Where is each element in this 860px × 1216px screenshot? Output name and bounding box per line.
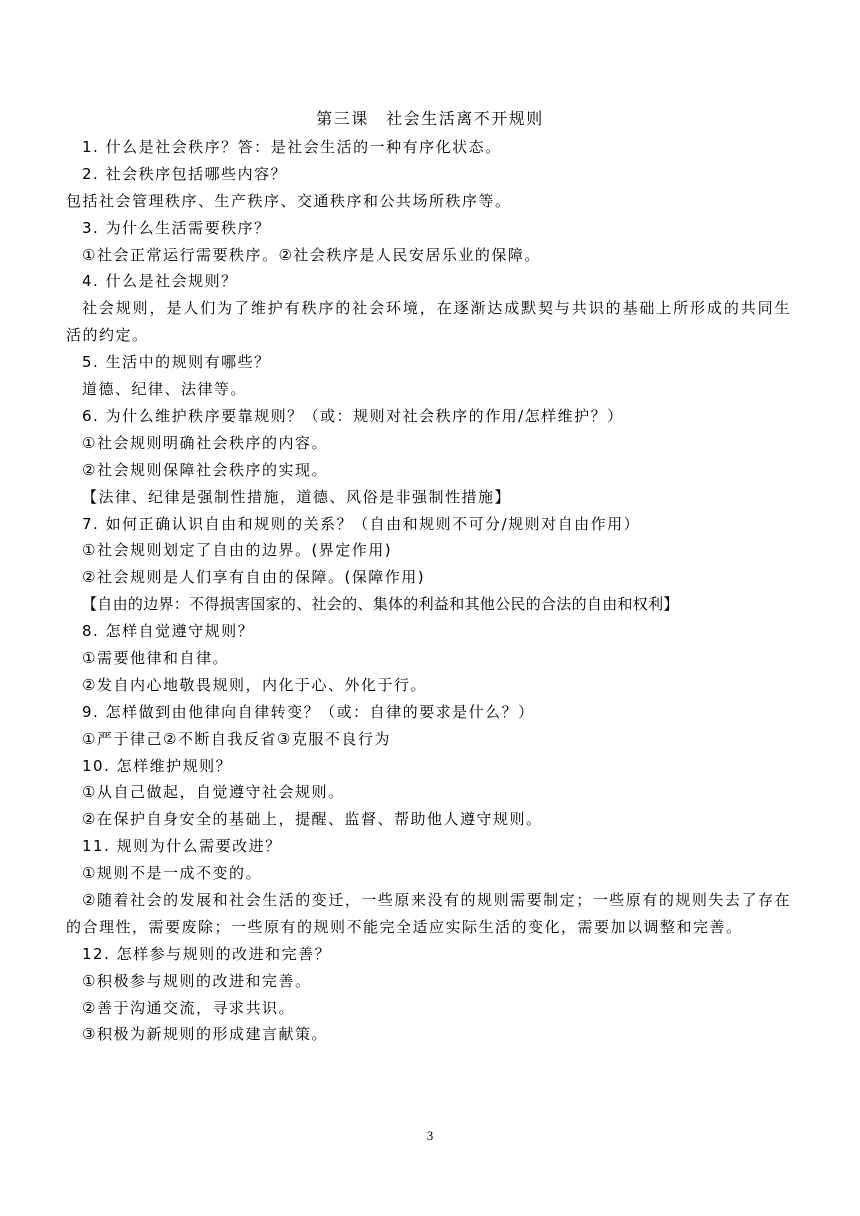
question-6: 6. 为什么维护秩序要靠规则？（或：规则对社会秩序的作用/怎样维护？） [82, 406, 624, 425]
question-12: 12. 怎样参与规则的改进和完善？ [82, 944, 332, 963]
answer-12-point-1: ①积极参与规则的改进和完善。 [82, 971, 312, 990]
document-body [66, 134, 791, 1048]
answer-8-point-2: ②发自内心地敬畏规则，内化于心、外化于行。 [82, 675, 427, 694]
question-4: 4. 什么是社会规则？ [82, 272, 238, 291]
answer-8-point-1: ①需要他律和自律。 [82, 648, 229, 667]
question-1: 1. 什么是社会秩序？答：是社会生活的一种有序化状态。 [82, 138, 502, 156]
note-7: 【自由的边界：不得损害国家的、社会的、集体的利益和其他公民的合法的自由和权利】 [82, 595, 679, 614]
question-3: 3. 为什么生活需要秩序？ [82, 218, 271, 237]
answer-6-point-2: ②社会规则保障社会秩序的实现。 [82, 460, 328, 479]
question-2: 2. 社会秩序包括哪些内容？ [82, 164, 288, 183]
answer-12-point-2: ②善于沟通交流，寻求共识。 [82, 998, 295, 1017]
question-10: 10. 怎样维护规则？ [82, 756, 233, 775]
answer-3: ①社会正常运行需要秩序。②社会秩序是人民安居乐业的保障。 [82, 245, 541, 264]
answer-10-point-1: ①从自己做起，自觉遵守社会规则。 [82, 783, 345, 802]
question-8: 8. 怎样自觉遵守规则？ [82, 622, 255, 641]
page-number: 3 [426, 1128, 434, 1143]
answer-7-point-1: ①社会规则划定了自由的边界。(界定作用) [82, 541, 393, 560]
answer-11-point-2: ②随着社会的发展和社会生活的变迁，一些原来没有的规则需要制定；一些原有的规则失去了存在的合理性，需要废除；一些原有的规则不能完全适应实际生活的变化，需要加以调整和完善。 [66, 890, 791, 936]
answer-10-point-2: ②在保护自身安全的基础上，提醒、监督、帮助他人遵守规则。 [82, 810, 543, 829]
question-11: 11. 规则为什么需要改进？ [82, 837, 282, 856]
note-6: 【法律、纪律是强制性措施，道德、风俗是非强制性措施】 [82, 487, 512, 506]
answer-9: ①严于律己②不断自我反省③克服不良行为 [82, 729, 391, 748]
question-5: 5. 生活中的规则有哪些？ [82, 353, 271, 372]
answer-4: 社会规则，是人们为了维护有秩序的社会环境，在逐渐达成默契与共识的基础上所形成的共同生活的约定。 [66, 299, 791, 345]
answer-5: 道德、纪律、法律等。 [82, 380, 248, 399]
question-7: 7. 如何正确认识自由和规则的关系？（自由和规则不可分/规则对自由作用） [82, 514, 641, 533]
answer-11-point-1: ①规则不是一成不变的。 [82, 864, 262, 883]
answer-6-point-1: ①社会规则明确社会秩序的内容。 [82, 433, 328, 452]
lesson-title: 第三课 社会生活离不开规则 [316, 109, 544, 128]
answer-7-point-2: ②社会规则是人们享有自由的保障。(保障作用) [82, 568, 426, 587]
answer-12-point-3: ③积极为新规则的形成建言献策。 [82, 1025, 328, 1044]
answer-2: 包括社会管理秩序、生产秩序、交通秩序和公共场所秩序等。 [66, 191, 512, 210]
question-9: 9. 怎样做到由他律向自律转变？（或：自律的要求是什么？） [82, 702, 535, 721]
